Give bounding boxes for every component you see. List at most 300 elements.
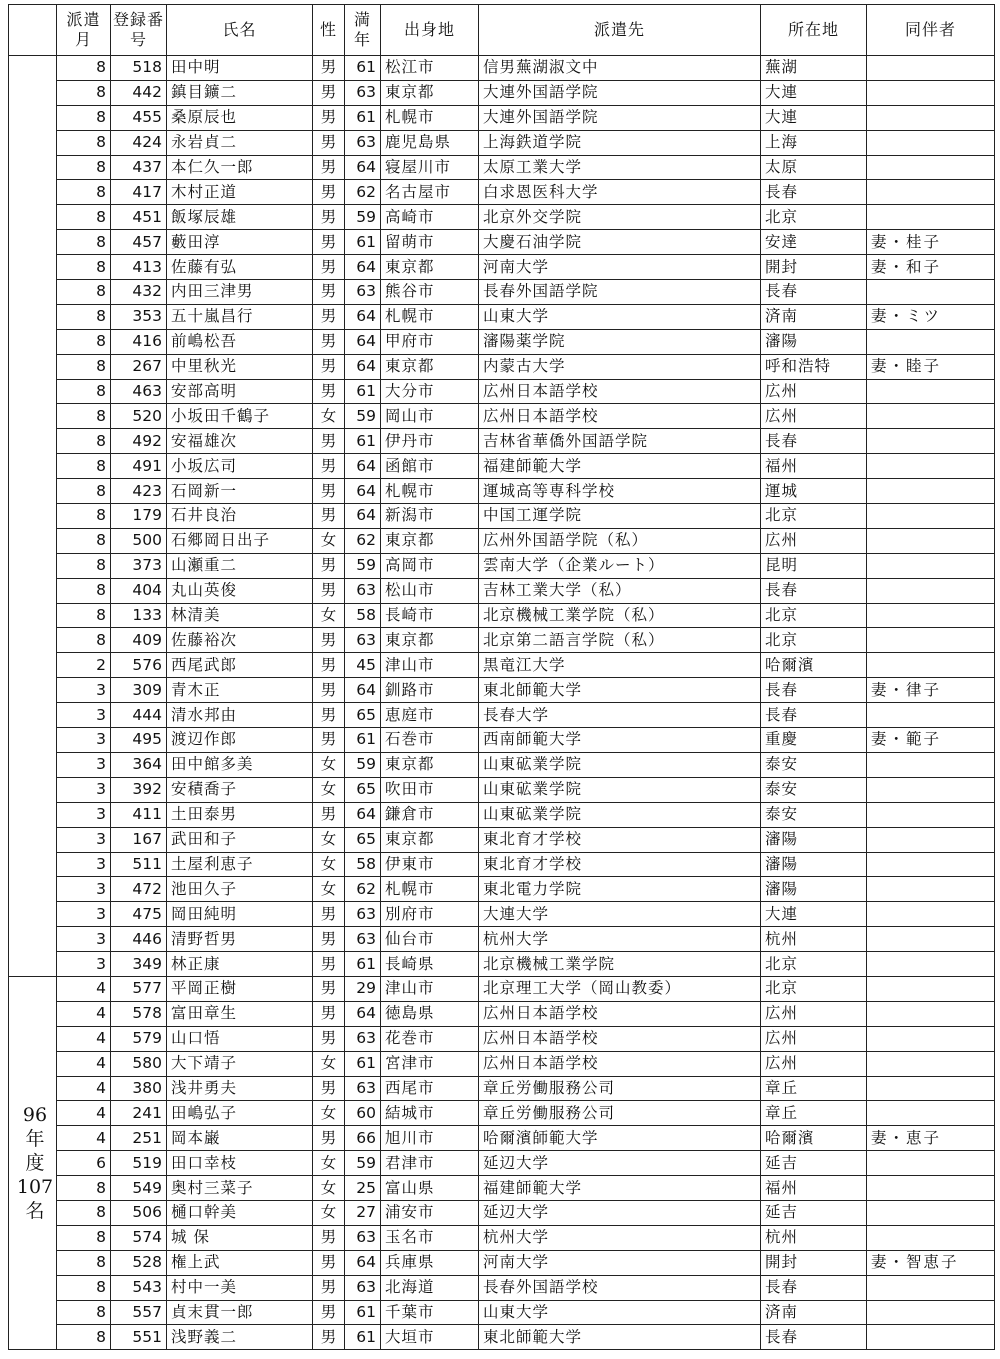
- name-cell: 富田章生: [167, 1001, 313, 1026]
- companion-cell: [867, 180, 995, 205]
- sex-cell: 男: [313, 1225, 345, 1250]
- sex-cell: 女: [313, 1151, 345, 1176]
- age-cell: 61: [345, 379, 381, 404]
- registration-number-cell: 519: [111, 1151, 167, 1176]
- location-cell: 長春: [761, 1325, 867, 1350]
- companion-cell: [867, 1325, 995, 1350]
- sex-cell: 男: [313, 703, 345, 728]
- table-row: [9, 1325, 995, 1350]
- table-row: [9, 528, 995, 553]
- destination-cell: 延辺大学: [479, 1151, 761, 1176]
- table-row: [9, 404, 995, 429]
- table-row: [9, 678, 995, 703]
- hometown-cell: 札幌市: [381, 105, 479, 130]
- registration-number-cell: 373: [111, 553, 167, 578]
- location-cell: 蕪湖: [761, 56, 867, 81]
- table-row: [9, 230, 995, 255]
- hometown-cell: 北海道: [381, 1275, 479, 1300]
- destination-cell: 北京機械工業学院: [479, 952, 761, 977]
- age-cell: 65: [345, 703, 381, 728]
- registration-number-cell: 392: [111, 777, 167, 802]
- name-cell: 中里秋光: [167, 354, 313, 379]
- table-row: [9, 504, 995, 529]
- companion-cell: [867, 852, 995, 877]
- registration-number-cell: 463: [111, 379, 167, 404]
- header-registration-number: 登録番号: [111, 5, 167, 56]
- dispatch-month-cell: 8: [57, 304, 111, 329]
- location-cell: 福州: [761, 1176, 867, 1201]
- location-cell: 長春: [761, 703, 867, 728]
- destination-cell: 河南大学: [479, 255, 761, 280]
- hometown-cell: 津山市: [381, 976, 479, 1001]
- fiscal-year-label-line: 年: [25, 1128, 45, 1151]
- fiscal-year-label: [13, 1103, 57, 1223]
- companion-cell: [867, 205, 995, 230]
- age-cell: 64: [345, 304, 381, 329]
- table-row: [9, 1176, 995, 1201]
- location-cell: 大連: [761, 80, 867, 105]
- location-cell: 広州: [761, 1051, 867, 1076]
- destination-cell: 杭州大学: [479, 1225, 761, 1250]
- dispatch-month-cell: 8: [57, 280, 111, 305]
- dispatch-month-cell: 3: [57, 703, 111, 728]
- hometown-cell: 恵庭市: [381, 703, 479, 728]
- companion-cell: [867, 130, 995, 155]
- location-cell: 広州: [761, 404, 867, 429]
- registration-number-cell: 353: [111, 304, 167, 329]
- dispatch-month-cell: 8: [57, 603, 111, 628]
- name-cell: 貞末貫一郎: [167, 1300, 313, 1325]
- table-row: [9, 752, 995, 777]
- age-cell: 64: [345, 479, 381, 504]
- table-row: [9, 1225, 995, 1250]
- companion-cell: [867, 479, 995, 504]
- name-cell: 浅井勇夫: [167, 1076, 313, 1101]
- sex-cell: 女: [313, 1051, 345, 1076]
- companion-cell: [867, 329, 995, 354]
- hometown-cell: 大分市: [381, 379, 479, 404]
- fiscal-year-label-line: 名: [25, 1200, 45, 1223]
- destination-cell: 吉林省華僑外国語学院: [479, 429, 761, 454]
- age-cell: 61: [345, 230, 381, 255]
- age-cell: 63: [345, 1076, 381, 1101]
- hometown-cell: 大垣市: [381, 1325, 479, 1350]
- table-row: [9, 429, 995, 454]
- location-cell: 北京: [761, 952, 867, 977]
- age-cell: 25: [345, 1176, 381, 1201]
- location-cell: 瀋陽: [761, 329, 867, 354]
- registration-number-cell: 475: [111, 902, 167, 927]
- sex-cell: 男: [313, 976, 345, 1001]
- age-cell: 59: [345, 752, 381, 777]
- companion-cell: [867, 578, 995, 603]
- location-cell: 安達: [761, 230, 867, 255]
- hometown-cell: 松江市: [381, 56, 479, 81]
- dispatch-month-cell: 8: [57, 454, 111, 479]
- name-cell: 西尾武郎: [167, 653, 313, 678]
- destination-cell: 東北育才学校: [479, 827, 761, 852]
- hometown-cell: 名古屋市: [381, 180, 479, 205]
- age-cell: 64: [345, 1001, 381, 1026]
- sex-cell: 男: [313, 329, 345, 354]
- age-cell: 62: [345, 877, 381, 902]
- hometown-cell: 熊谷市: [381, 280, 479, 305]
- destination-cell: 西南師範大学: [479, 728, 761, 753]
- destination-cell: 哈爾濱師範大学: [479, 1126, 761, 1151]
- dispatch-month-cell: 8: [57, 1250, 111, 1275]
- age-cell: 61: [345, 1051, 381, 1076]
- table-row: [9, 728, 995, 753]
- location-cell: 杭州: [761, 1225, 867, 1250]
- sex-cell: 男: [313, 304, 345, 329]
- table-row: [9, 205, 995, 230]
- hometown-cell: 玉名市: [381, 1225, 479, 1250]
- age-cell: 61: [345, 952, 381, 977]
- table-row: [9, 1300, 995, 1325]
- destination-cell: 広州日本語学校: [479, 1026, 761, 1051]
- companion-cell: [867, 1151, 995, 1176]
- dispatch-month-cell: 8: [57, 56, 111, 81]
- hometown-cell: 東京都: [381, 628, 479, 653]
- name-cell: 小坂田千鶴子: [167, 404, 313, 429]
- dispatch-month-cell: 8: [57, 379, 111, 404]
- age-cell: 59: [345, 553, 381, 578]
- name-cell: 五十嵐昌行: [167, 304, 313, 329]
- registration-number-cell: 251: [111, 1126, 167, 1151]
- dispatch-month-cell: 8: [57, 80, 111, 105]
- hometown-cell: 岡山市: [381, 404, 479, 429]
- sex-cell: 男: [313, 1250, 345, 1275]
- fiscal-year-label-line: 96: [22, 1104, 48, 1127]
- table-row: [9, 628, 995, 653]
- table-row: [9, 1151, 995, 1176]
- sex-cell: 男: [313, 379, 345, 404]
- dispatch-month-cell: 8: [57, 329, 111, 354]
- table-row: [9, 1275, 995, 1300]
- location-cell: 上海: [761, 130, 867, 155]
- name-cell: 前嶋松吾: [167, 329, 313, 354]
- registration-number-cell: 557: [111, 1300, 167, 1325]
- sex-cell: 男: [313, 130, 345, 155]
- dispatch-month-cell: 3: [57, 877, 111, 902]
- sex-cell: 女: [313, 603, 345, 628]
- sex-cell: 男: [313, 180, 345, 205]
- registration-number-cell: 411: [111, 802, 167, 827]
- hometown-cell: 札幌市: [381, 304, 479, 329]
- header-year: [9, 5, 57, 56]
- hometown-cell: 長崎市: [381, 603, 479, 628]
- table-row: [9, 304, 995, 329]
- registration-number-cell: 528: [111, 1250, 167, 1275]
- destination-cell: 広州外国語学院（私）: [479, 528, 761, 553]
- name-cell: 池田久子: [167, 877, 313, 902]
- registration-number-cell: 578: [111, 1001, 167, 1026]
- companion-cell: [867, 703, 995, 728]
- location-cell: 長春: [761, 180, 867, 205]
- name-cell: 武田和子: [167, 827, 313, 852]
- destination-cell: 大連外国語学院: [479, 80, 761, 105]
- name-cell: 林清美: [167, 603, 313, 628]
- companion-cell: [867, 553, 995, 578]
- age-cell: 58: [345, 603, 381, 628]
- table-row: [9, 777, 995, 802]
- name-cell: 本仁久一郎: [167, 155, 313, 180]
- location-cell: 延吉: [761, 1151, 867, 1176]
- header-companion: 同伴者: [867, 5, 995, 56]
- hometown-cell: 東京都: [381, 255, 479, 280]
- age-cell: 64: [345, 454, 381, 479]
- dispatch-month-cell: 8: [57, 1300, 111, 1325]
- table-row: [9, 1101, 995, 1126]
- age-cell: 61: [345, 1325, 381, 1350]
- location-cell: 広州: [761, 1026, 867, 1051]
- registration-number-cell: 267: [111, 354, 167, 379]
- destination-cell: 長春大学: [479, 703, 761, 728]
- age-cell: 61: [345, 56, 381, 81]
- table-row: [9, 1250, 995, 1275]
- destination-cell: 東北師範大学: [479, 1325, 761, 1350]
- companion-cell: 妻・律子: [867, 678, 995, 703]
- sex-cell: 男: [313, 927, 345, 952]
- name-cell: 土屋利恵子: [167, 852, 313, 877]
- destination-cell: 山東砿業学院: [479, 802, 761, 827]
- registration-number-cell: 580: [111, 1051, 167, 1076]
- header-age: 満年: [345, 5, 381, 56]
- destination-cell: 吉林工業大学（私）: [479, 578, 761, 603]
- destination-cell: 広州日本語学校: [479, 1051, 761, 1076]
- companion-cell: [867, 902, 995, 927]
- location-cell: 重慶: [761, 728, 867, 753]
- companion-cell: [867, 1176, 995, 1201]
- name-cell: 清水邦由: [167, 703, 313, 728]
- table-row: [9, 1126, 995, 1151]
- table-row: [9, 155, 995, 180]
- hometown-cell: 札幌市: [381, 479, 479, 504]
- destination-cell: 信男蕪湖淑文中: [479, 56, 761, 81]
- dispatch-month-cell: 8: [57, 1325, 111, 1350]
- destination-cell: 長春外国語学校: [479, 1275, 761, 1300]
- age-cell: 63: [345, 1275, 381, 1300]
- companion-cell: [867, 429, 995, 454]
- age-cell: 58: [345, 852, 381, 877]
- age-cell: 27: [345, 1200, 381, 1225]
- dispatch-month-cell: 3: [57, 902, 111, 927]
- sex-cell: 男: [313, 578, 345, 603]
- companion-cell: 妻・智恵子: [867, 1250, 995, 1275]
- age-cell: 64: [345, 1250, 381, 1275]
- roster-page: [8, 4, 994, 1350]
- hometown-cell: 東京都: [381, 80, 479, 105]
- registration-number-cell: 576: [111, 653, 167, 678]
- companion-cell: [867, 280, 995, 305]
- location-cell: 章丘: [761, 1101, 867, 1126]
- header-location: 所在地: [761, 5, 867, 56]
- companion-cell: [867, 56, 995, 81]
- dispatch-month-cell: 3: [57, 827, 111, 852]
- companion-cell: [867, 1001, 995, 1026]
- age-cell: 64: [345, 354, 381, 379]
- destination-cell: 山東砿業学院: [479, 777, 761, 802]
- registration-number-cell: 511: [111, 852, 167, 877]
- registration-number-cell: 349: [111, 952, 167, 977]
- name-cell: 安福雄次: [167, 429, 313, 454]
- companion-cell: [867, 80, 995, 105]
- dispatch-month-cell: 4: [57, 1076, 111, 1101]
- location-cell: 瀋陽: [761, 852, 867, 877]
- hometown-cell: 伊東市: [381, 852, 479, 877]
- dispatch-month-cell: 8: [57, 180, 111, 205]
- dispatch-month-cell: 3: [57, 752, 111, 777]
- header-hometown: 出身地: [381, 5, 479, 56]
- location-cell: 長春: [761, 678, 867, 703]
- name-cell: 藪田淳: [167, 230, 313, 255]
- name-cell: 丸山英俊: [167, 578, 313, 603]
- location-cell: 広州: [761, 528, 867, 553]
- name-cell: 奥村三菜子: [167, 1176, 313, 1201]
- registration-number-cell: 424: [111, 130, 167, 155]
- hometown-cell: 宮津市: [381, 1051, 479, 1076]
- age-cell: 63: [345, 1026, 381, 1051]
- companion-cell: [867, 952, 995, 977]
- table-row: [9, 852, 995, 877]
- location-cell: 哈爾濱: [761, 1126, 867, 1151]
- sex-cell: 女: [313, 852, 345, 877]
- table-row: [9, 827, 995, 852]
- sex-cell: 男: [313, 155, 345, 180]
- table-row: [9, 578, 995, 603]
- name-cell: 清野哲男: [167, 927, 313, 952]
- hometown-cell: 別府市: [381, 902, 479, 927]
- table-row: [9, 80, 995, 105]
- sex-cell: 女: [313, 1176, 345, 1201]
- destination-cell: 山東砿業学院: [479, 752, 761, 777]
- age-cell: 61: [345, 105, 381, 130]
- age-cell: 63: [345, 280, 381, 305]
- dispatch-month-cell: 8: [57, 404, 111, 429]
- destination-cell: 北京機械工業学院（私）: [479, 603, 761, 628]
- hometown-cell: 新潟市: [381, 504, 479, 529]
- name-cell: 山口悟: [167, 1026, 313, 1051]
- table-row: [9, 603, 995, 628]
- dispatch-month-cell: 8: [57, 105, 111, 130]
- companion-cell: [867, 454, 995, 479]
- registration-number-cell: 543: [111, 1275, 167, 1300]
- dispatch-month-cell: 3: [57, 777, 111, 802]
- name-cell: 鎮目鑛二: [167, 80, 313, 105]
- companion-cell: [867, 802, 995, 827]
- dispatch-month-cell: 4: [57, 1101, 111, 1126]
- hometown-cell: 徳島県: [381, 1001, 479, 1026]
- table-row: [9, 927, 995, 952]
- registration-number-cell: 167: [111, 827, 167, 852]
- table-row: [9, 1200, 995, 1225]
- registration-number-cell: 446: [111, 927, 167, 952]
- dispatch-month-cell: 8: [57, 479, 111, 504]
- table-row: [9, 1076, 995, 1101]
- name-cell: 平岡正樹: [167, 976, 313, 1001]
- age-cell: 66: [345, 1126, 381, 1151]
- name-cell: 岡本巌: [167, 1126, 313, 1151]
- sex-cell: 男: [313, 678, 345, 703]
- dispatch-month-cell: 6: [57, 1151, 111, 1176]
- sex-cell: 男: [313, 280, 345, 305]
- registration-number-cell: 455: [111, 105, 167, 130]
- hometown-cell: 仙台市: [381, 927, 479, 952]
- sex-cell: 男: [313, 255, 345, 280]
- registration-number-cell: 549: [111, 1176, 167, 1201]
- registration-number-cell: 577: [111, 976, 167, 1001]
- name-cell: 渡辺作郎: [167, 728, 313, 753]
- registration-number-cell: 520: [111, 404, 167, 429]
- name-cell: 田嶋弘子: [167, 1101, 313, 1126]
- table-row: [9, 802, 995, 827]
- companion-cell: [867, 752, 995, 777]
- name-cell: 田中館多美: [167, 752, 313, 777]
- registration-number-cell: 437: [111, 155, 167, 180]
- sex-cell: 女: [313, 827, 345, 852]
- registration-number-cell: 413: [111, 255, 167, 280]
- destination-cell: 大慶石油学院: [479, 230, 761, 255]
- sex-cell: 男: [313, 628, 345, 653]
- header-row: [9, 5, 995, 56]
- companion-cell: [867, 927, 995, 952]
- registration-number-cell: 457: [111, 230, 167, 255]
- dispatch-month-cell: 8: [57, 354, 111, 379]
- dispatch-month-cell: 8: [57, 504, 111, 529]
- fiscal-year-label-line: 107: [16, 1176, 54, 1199]
- companion-cell: [867, 155, 995, 180]
- companion-cell: 妻・睦子: [867, 354, 995, 379]
- sex-cell: 男: [313, 902, 345, 927]
- age-cell: 62: [345, 528, 381, 553]
- destination-cell: 広州日本語学校: [479, 404, 761, 429]
- sex-cell: 男: [313, 1325, 345, 1350]
- age-cell: 63: [345, 628, 381, 653]
- destination-cell: 河南大学: [479, 1250, 761, 1275]
- dispatch-month-cell: 2: [57, 653, 111, 678]
- hometown-cell: 鎌倉市: [381, 802, 479, 827]
- table-row: [9, 1026, 995, 1051]
- dispatch-month-cell: 3: [57, 678, 111, 703]
- name-cell: 大下靖子: [167, 1051, 313, 1076]
- destination-cell: 杭州大学: [479, 927, 761, 952]
- table-row: [9, 952, 995, 977]
- name-cell: 石井良治: [167, 504, 313, 529]
- registration-number-cell: 506: [111, 1200, 167, 1225]
- name-cell: 石岡新一: [167, 479, 313, 504]
- dispatch-month-cell: 8: [57, 230, 111, 255]
- registration-number-cell: 404: [111, 578, 167, 603]
- dispatch-month-cell: 8: [57, 205, 111, 230]
- registration-number-cell: 500: [111, 528, 167, 553]
- destination-cell: 東北電力学院: [479, 877, 761, 902]
- registration-number-cell: 551: [111, 1325, 167, 1350]
- table-body: [9, 56, 995, 1350]
- table-row: [9, 877, 995, 902]
- dispatch-month-cell: 8: [57, 429, 111, 454]
- age-cell: 65: [345, 777, 381, 802]
- destination-cell: 中国工運学院: [479, 504, 761, 529]
- name-cell: 桑原辰也: [167, 105, 313, 130]
- location-cell: 章丘: [761, 1076, 867, 1101]
- registration-number-cell: 491: [111, 454, 167, 479]
- dispatch-month-cell: 8: [57, 578, 111, 603]
- location-cell: 福州: [761, 454, 867, 479]
- destination-cell: 東北育才学校: [479, 852, 761, 877]
- registration-number-cell: 309: [111, 678, 167, 703]
- table-row: [9, 976, 995, 1001]
- location-cell: 北京: [761, 205, 867, 230]
